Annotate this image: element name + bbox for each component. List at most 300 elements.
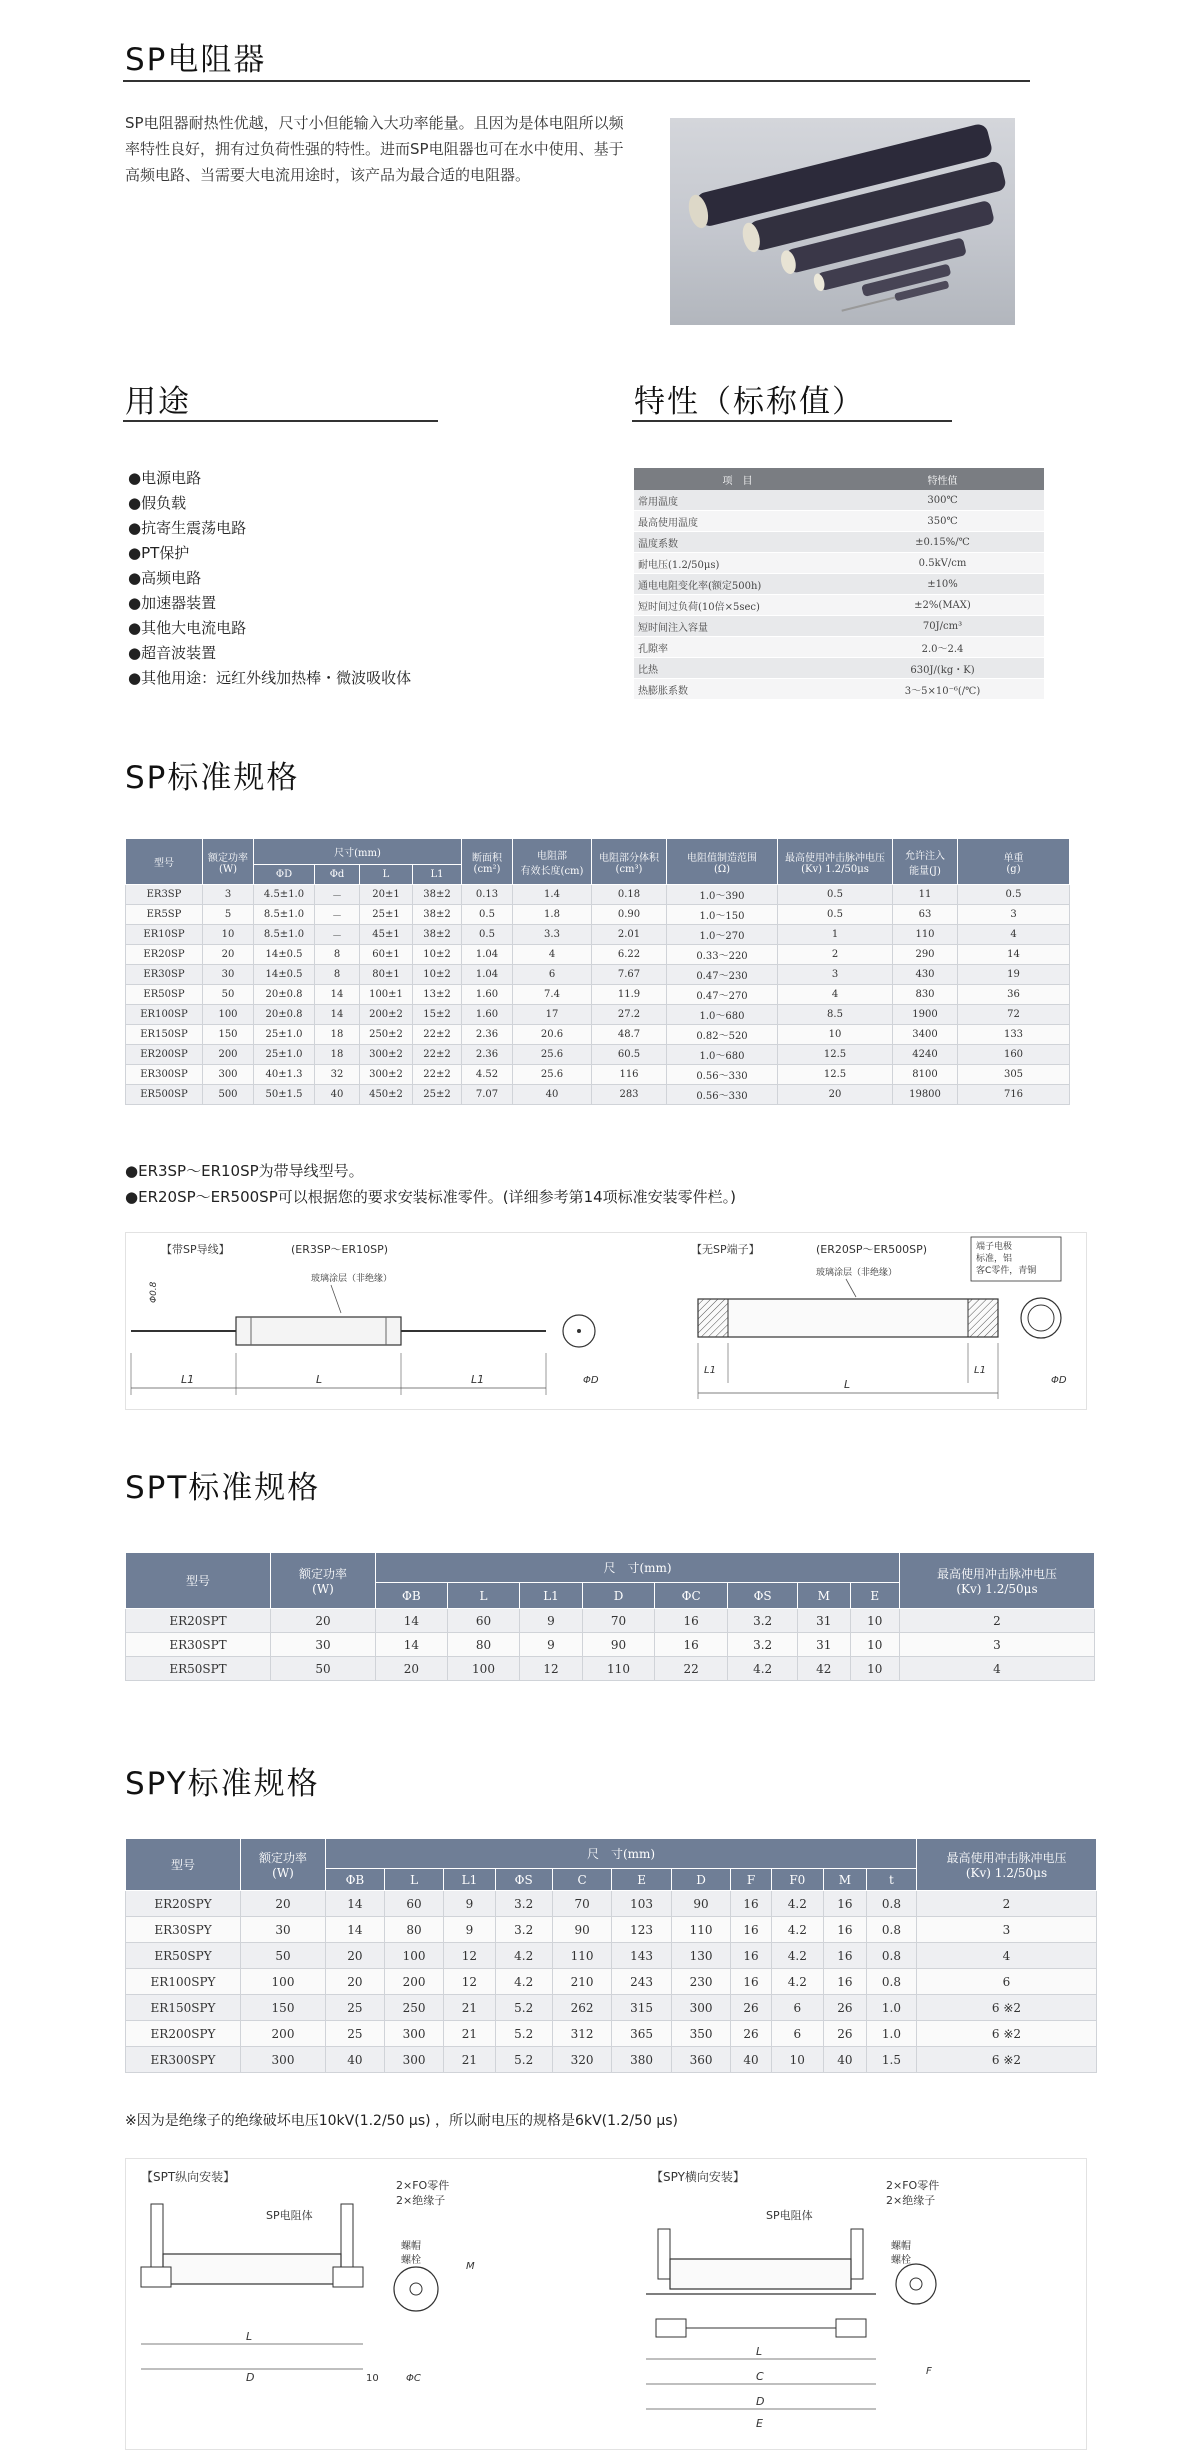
table-row — [634, 595, 1044, 616]
table-cell: 20.6 — [513, 1025, 592, 1045]
dim-phiC-label: ΦC — [406, 2373, 421, 2384]
table-cell: 21 — [444, 2047, 495, 2073]
sp-intro: SP电阻器耐热性优越，尺寸小但能输入大功率能量。且因为是体电阻所以频率特性良好，拥有过负荷性强的特性。进而SP电阻器也可在水中使用、基于高频电路、当需要大电流用途时，该产品为最合适的电阻器。 — [125, 114, 624, 184]
table-cell: 0.47～230 — [667, 965, 778, 985]
list-item: ●其他大电流电路 — [128, 619, 247, 637]
table-row — [634, 658, 1044, 679]
table-cell: ER30SPT — [126, 1633, 271, 1657]
mounting-diagram-svg — [126, 2159, 1086, 2449]
col-dim: t — [866, 1869, 916, 1891]
table-cell: 3 — [203, 885, 254, 905]
table-cell: 5.2 — [495, 2021, 552, 2047]
table-cell: ER5SP — [126, 905, 203, 925]
table-cell: 40 — [326, 2047, 385, 2073]
table-row — [126, 885, 1070, 905]
table-cell: 22±2 — [413, 1045, 462, 1065]
dim-L1-label: L1 — [704, 1365, 716, 1376]
table-cell: 14 — [315, 1005, 360, 1025]
table-cell: 1.8 — [513, 905, 592, 925]
table-cell: 50 — [241, 1943, 326, 1969]
table-cell: 3.2 — [495, 1917, 552, 1943]
table-cell: 20 — [778, 1085, 893, 1105]
list-item: ●电源电路 — [128, 469, 202, 487]
table-cell: ER50SPT — [126, 1657, 271, 1681]
property-value: ±0.15%/℃ — [841, 532, 1044, 553]
table-cell: 3 — [900, 1633, 1095, 1657]
table-row — [634, 679, 1044, 700]
table-cell: 0.56～330 — [667, 1085, 778, 1105]
col-dims: 尺寸(mm) — [254, 839, 462, 865]
table-cell: 4 — [778, 985, 893, 1005]
table-cell: 12.5 — [778, 1045, 893, 1065]
table-cell: 25 — [326, 1995, 385, 2021]
label-nut: 螺帽 — [401, 2241, 421, 2252]
label-bolt: 螺栓 — [891, 2255, 911, 2266]
sp-spec-title: SP标准规格 — [125, 760, 300, 796]
table-row — [126, 1917, 1097, 1943]
table-cell: 63 — [893, 905, 958, 925]
table-cell: 8.5 — [778, 1005, 893, 1025]
label-sp-body: SP电阻体 — [266, 2209, 313, 2222]
table-cell: 50 — [271, 1657, 376, 1681]
table-cell: 16 — [823, 1969, 866, 1995]
table-cell: 0.13 — [462, 885, 513, 905]
table-cell: ER100SP — [126, 1005, 203, 1025]
table-cell: 5.2 — [495, 1995, 552, 2021]
table-cell: 16 — [823, 1891, 866, 1917]
table-cell: 116 — [592, 1065, 667, 1085]
table-cell: 0.5 — [462, 925, 513, 945]
table-row — [126, 965, 1070, 985]
table-cell: 20 — [203, 945, 254, 965]
table-cell: 6 — [917, 1969, 1097, 1995]
col-dim: L — [384, 1869, 443, 1891]
table-cell: 6 ※2 — [917, 1995, 1097, 2021]
table-cell: 130 — [671, 1943, 730, 1969]
table-cell: 500 — [203, 1085, 254, 1105]
table-cell: 830 — [893, 985, 958, 1005]
table-cell: 16 — [731, 1891, 771, 1917]
table-cell: 72 — [958, 1005, 1070, 1025]
property-value: 0.5kV/cm — [841, 553, 1044, 574]
table-cell: 26 — [823, 2021, 866, 2047]
col-phiD: ΦD — [254, 865, 315, 885]
table-cell: 20 — [326, 1943, 385, 1969]
table-cell: 26 — [731, 1995, 771, 2021]
table-cell: ER50SPY — [126, 1943, 241, 1969]
col-maxv: 最高使用冲击脉冲电压 (Kv) 1.2/50μs — [917, 1839, 1097, 1891]
props-header: 项 目 — [634, 468, 841, 490]
table-cell: 90 — [671, 1891, 730, 1917]
col-dim: L1 — [520, 1583, 583, 1609]
table-cell: 150 — [241, 1995, 326, 2021]
table-cell: 3.2 — [495, 1891, 552, 1917]
col-len: 电阻部 有效长度(cm) — [513, 839, 592, 885]
col-dims: 尺 寸(mm) — [326, 1839, 917, 1869]
table-cell: ER30SP — [126, 965, 203, 985]
table-cell: 4.2 — [771, 1943, 823, 1969]
table-cell: 10 — [850, 1657, 899, 1681]
table-cell: 20 — [326, 1969, 385, 1995]
table-cell: 12 — [520, 1657, 583, 1681]
table-cell: 20 — [376, 1657, 448, 1681]
product-photo — [670, 118, 1015, 325]
table-cell: 18 — [315, 1025, 360, 1045]
table-cell: 19 — [958, 965, 1070, 985]
table-cell: 0.5 — [462, 905, 513, 925]
table-cell: 1.0～680 — [667, 1005, 778, 1025]
table-cell: 80 — [384, 1917, 443, 1943]
property-value: ±10% — [841, 574, 1044, 595]
dim-M-label: M — [466, 2261, 475, 2272]
table-cell: 15±2 — [413, 1005, 462, 1025]
table-cell: 8 — [315, 965, 360, 985]
table-row — [126, 1045, 1070, 1065]
table-cell: 60.5 — [592, 1045, 667, 1065]
table-cell: 4.2 — [728, 1657, 798, 1681]
table-row — [126, 1633, 1095, 1657]
table-cell: 8 — [315, 945, 360, 965]
table-cell: 14 — [376, 1609, 448, 1633]
col-power: 额定功率 (W) — [241, 1839, 326, 1891]
table-cell: 22±2 — [413, 1065, 462, 1085]
property-name: 热膨胀系数 — [634, 679, 841, 700]
table-cell: 10 — [850, 1633, 899, 1657]
sp-note-1: ●ER3SP～ER10SP为带导线型号。 — [125, 1162, 364, 1180]
table-cell: 10 — [771, 2047, 823, 2073]
property-name: 比热 — [634, 658, 841, 679]
table-cell: ER20SPT — [126, 1609, 271, 1633]
table-cell: 450±2 — [360, 1085, 413, 1105]
diagram-right-range: (ER20SP～ER500SP) — [816, 1243, 927, 1256]
table-cell: 20±0.8 — [254, 1005, 315, 1025]
table-cell: 300±2 — [360, 1045, 413, 1065]
label-fo-part: 2×FO零件 — [396, 2179, 450, 2192]
col-dim: ΦC — [655, 1583, 728, 1609]
dim-phiD-label: ΦD — [583, 1375, 599, 1386]
table-cell: 4 — [900, 1657, 1095, 1681]
table-cell: 0.8 — [866, 1891, 916, 1917]
table-row — [634, 616, 1044, 637]
table-cell: 100 — [384, 1943, 443, 1969]
table-cell: 1.0～150 — [667, 905, 778, 925]
props-title: 特性（标称值） — [634, 384, 865, 420]
list-item: ●超音波装置 — [128, 644, 217, 662]
col-dim: M — [823, 1869, 866, 1891]
table-cell: 0.90 — [592, 905, 667, 925]
table-cell: 10±2 — [413, 965, 462, 985]
table-cell: 90 — [552, 1917, 611, 1943]
sp-title-rule — [123, 80, 1030, 82]
dim-phid-label: Φ0.8 — [149, 1281, 159, 1303]
col-L1: L1 — [413, 865, 462, 885]
table-cell: 305 — [958, 1065, 1070, 1085]
table-cell: 16 — [655, 1609, 728, 1633]
table-cell: 8.5±1.0 — [254, 925, 315, 945]
table-cell: 3400 — [893, 1025, 958, 1045]
table-row — [126, 1657, 1095, 1681]
table-cell: 0.5 — [958, 885, 1070, 905]
table-cell: 210 — [552, 1969, 611, 1995]
table-cell: 11.9 — [592, 985, 667, 1005]
table-cell: 0.8 — [866, 1969, 916, 1995]
table-cell: 1.0～390 — [667, 885, 778, 905]
property-name: 常用温度 — [634, 490, 841, 511]
table-row — [126, 1025, 1070, 1045]
col-range: 电阻值制造范围 (Ω) — [667, 839, 778, 885]
table-cell: ER200SP — [126, 1045, 203, 1065]
col-model: 型号 — [126, 1553, 271, 1609]
table-cell: 110 — [552, 1943, 611, 1969]
table-cell: 31 — [798, 1609, 850, 1633]
table-cell: 20 — [241, 1891, 326, 1917]
table-cell: 1.5 — [866, 2047, 916, 2073]
table-cell: 300 — [203, 1065, 254, 1085]
table-cell: 10 — [778, 1025, 893, 1045]
col-dim: D — [582, 1583, 655, 1609]
table-row — [126, 985, 1070, 1005]
table-row — [634, 574, 1044, 595]
table-cell: 230 — [671, 1969, 730, 1995]
table-cell: － — [315, 925, 360, 945]
dim-C-label: C — [756, 2370, 764, 2383]
table-cell: 1.60 — [462, 1005, 513, 1025]
list-item: ●假负载 — [128, 494, 187, 512]
col-dim: F — [731, 1869, 771, 1891]
table-cell: 80±1 — [360, 965, 413, 985]
diagram-right-tag: 【无SP端子】 — [691, 1243, 760, 1256]
table-cell: 2 — [778, 945, 893, 965]
table-cell: ER150SPY — [126, 1995, 241, 2021]
table-cell: 7.4 — [513, 985, 592, 1005]
table-cell: 14 — [376, 1633, 448, 1657]
table-cell: 315 — [612, 1995, 671, 2021]
table-cell: 200±2 — [360, 1005, 413, 1025]
dim-D-label: D — [246, 2371, 255, 2384]
table-cell: 3.2 — [728, 1633, 798, 1657]
table-cell: ER20SP — [126, 945, 203, 965]
table-cell: 45±1 — [360, 925, 413, 945]
dim-L-label: L — [844, 1378, 851, 1391]
table-cell: ER3SP — [126, 885, 203, 905]
table-row — [634, 511, 1044, 532]
table-cell: 20±1 — [360, 885, 413, 905]
table-cell: 716 — [958, 1085, 1070, 1105]
table-cell: 0.8 — [866, 1917, 916, 1943]
label-insulator: 2×绝缘子 — [886, 2194, 936, 2207]
table-cell: 9 — [520, 1609, 583, 1633]
uses-title: 用途 — [125, 384, 191, 420]
dim-L1-label: L1 — [181, 1373, 195, 1386]
table-cell: 3.2 — [728, 1609, 798, 1633]
table-cell: 0.5 — [778, 905, 893, 925]
table-cell: 7.07 — [462, 1085, 513, 1105]
table-cell: 14±0.5 — [254, 945, 315, 965]
table-cell: 27.2 — [592, 1005, 667, 1025]
uses-title-rule — [123, 420, 438, 422]
table-cell: 26 — [731, 2021, 771, 2047]
table-row — [126, 1085, 1070, 1105]
table-cell: 3 — [958, 905, 1070, 925]
table-cell: 12 — [444, 1969, 495, 1995]
table-cell: 2.01 — [592, 925, 667, 945]
table-cell: 17 — [513, 1005, 592, 1025]
label-insulator: 2×绝缘子 — [396, 2194, 446, 2207]
table-cell: 360 — [671, 2047, 730, 2073]
table-cell: 200 — [384, 1969, 443, 1995]
col-L: L — [360, 865, 413, 885]
dim-L1-label: L1 — [974, 1365, 986, 1376]
table-cell: 25±1 — [360, 905, 413, 925]
col-dim: L1 — [444, 1869, 495, 1891]
table-cell: 14 — [315, 985, 360, 1005]
table-cell: 110 — [893, 925, 958, 945]
table-cell: 1.4 — [513, 885, 592, 905]
table-cell: 14±0.5 — [254, 965, 315, 985]
spy-note: ※因为是绝缘子的绝缘破坏电压10kV(1.2/50 μs) ，所以耐电压的规格是6kV(1.2/50 μs) — [125, 2113, 679, 2129]
diagram-right-coat: 玻璃涂层（非绝缘） — [816, 1268, 898, 1278]
table-cell: 4 — [513, 945, 592, 965]
sp-note-2: ●ER20SP～ER500SP可以根据您的要求安装标准零件。(详细参考第14项标准安装零件栏。) — [125, 1188, 737, 1206]
spt-spy-mounting-diagram — [125, 2158, 1087, 2450]
col-dim: E — [612, 1869, 671, 1891]
table-cell: 350 — [671, 2021, 730, 2047]
table-cell: 380 — [612, 2047, 671, 2073]
table-row — [126, 905, 1070, 925]
col-dim: ΦS — [728, 1583, 798, 1609]
label-bolt: 螺栓 — [401, 2255, 421, 2266]
list-item: ●高频电路 — [128, 569, 202, 587]
props-title-rule — [632, 420, 952, 422]
table-cell: 103 — [612, 1891, 671, 1917]
col-dim: L — [447, 1583, 520, 1609]
dim-L-label: L — [316, 1373, 323, 1386]
dim-phiD-label: ΦD — [1051, 1375, 1067, 1386]
table-cell: 160 — [958, 1045, 1070, 1065]
table-row — [126, 1969, 1097, 1995]
table-cell: 30 — [203, 965, 254, 985]
table-cell: 300 — [671, 1995, 730, 2021]
table-cell: 36 — [958, 985, 1070, 1005]
table-cell: 11 — [893, 885, 958, 905]
table-cell: 250 — [384, 1995, 443, 2021]
table-cell: 6.22 — [592, 945, 667, 965]
table-cell: 1 — [778, 925, 893, 945]
table-cell: ER100SPY — [126, 1969, 241, 1995]
diagram-terminal-note: 端子电极标准，铝客C零件，青铜 — [976, 1242, 1037, 1276]
table-cell: ER150SP — [126, 1025, 203, 1045]
col-area: 断面积 (cm²) — [462, 839, 513, 885]
sp-diagram-svg — [126, 1233, 1086, 1409]
table-cell: 60 — [447, 1609, 520, 1633]
dim-D-label: D — [756, 2395, 765, 2408]
table-cell: 7.67 — [592, 965, 667, 985]
property-name: 通电电阻变化率(额定500h) — [634, 574, 841, 595]
diagram-left-range: (ER3SP～ER10SP) — [291, 1243, 388, 1256]
table-cell: 4.2 — [771, 1917, 823, 1943]
table-cell: 16 — [655, 1633, 728, 1657]
uses-list — [128, 466, 411, 691]
dim-F-label: F — [926, 2366, 932, 2377]
table-cell: 2.36 — [462, 1025, 513, 1045]
table-cell: 8.5±1.0 — [254, 905, 315, 925]
table-cell: 14 — [326, 1891, 385, 1917]
table-cell: ER300SP — [126, 1065, 203, 1085]
table-cell: 3 — [778, 965, 893, 985]
table-cell: 200 — [241, 2021, 326, 2047]
list-item: ●PT保护 — [128, 544, 190, 562]
table-cell: 25±1.0 — [254, 1025, 315, 1045]
property-value: 630J/(kg・K) — [841, 658, 1044, 679]
table-cell: 4 — [917, 1943, 1097, 1969]
dim-10-label: 10 — [366, 2373, 379, 2384]
table-cell: ER30SPY — [126, 1917, 241, 1943]
col-dim: ΦS — [495, 1869, 552, 1891]
table-cell: 1.0 — [866, 1995, 916, 2021]
table-cell: 10±2 — [413, 945, 462, 965]
table-cell: 70 — [552, 1891, 611, 1917]
property-value: 300℃ — [841, 490, 1044, 511]
table-cell: 9 — [520, 1633, 583, 1657]
table-cell: 1.04 — [462, 945, 513, 965]
table-cell: 40 — [731, 2047, 771, 2073]
table-cell: 22 — [655, 1657, 728, 1681]
dim-L-label: L — [246, 2330, 253, 2343]
table-cell: 50±1.5 — [254, 1085, 315, 1105]
table-row — [126, 1065, 1070, 1085]
sp-dimension-diagram — [125, 1232, 1087, 1410]
col-maxv: 最高使用冲击脉冲电压 (Kv) 1.2/50μs — [900, 1553, 1095, 1609]
table-cell: 20 — [271, 1609, 376, 1633]
table-cell: 143 — [612, 1943, 671, 1969]
table-cell: 150 — [203, 1025, 254, 1045]
props-header: 特性值 — [841, 468, 1044, 490]
table-cell: 25 — [326, 2021, 385, 2047]
label-sp-body: SP电阻体 — [766, 2209, 813, 2222]
table-cell: 6 ※2 — [917, 2021, 1097, 2047]
col-power: 额定功率 (W) — [271, 1553, 376, 1609]
table-cell: 10 — [203, 925, 254, 945]
table-cell: 21 — [444, 1995, 495, 2021]
sp-spec-table — [125, 838, 1070, 1105]
table-cell: 0.5 — [778, 885, 893, 905]
table-row — [126, 1609, 1095, 1633]
table-cell: 18 — [315, 1045, 360, 1065]
table-cell: 200 — [203, 1045, 254, 1065]
table-cell: 4240 — [893, 1045, 958, 1065]
col-dim: F0 — [771, 1869, 823, 1891]
table-cell: 6 — [771, 1995, 823, 2021]
property-name: 孔隙率 — [634, 637, 841, 658]
table-cell: 30 — [241, 1917, 326, 1943]
table-cell: 4 — [958, 925, 1070, 945]
table-cell: 14 — [326, 1917, 385, 1943]
diagram-left-tag: 【带SP导线】 — [161, 1243, 230, 1256]
diagram-right-tag: 【SPY横向安装】 — [651, 2170, 745, 2184]
table-cell: 6 ※2 — [917, 2047, 1097, 2073]
table-row — [126, 2021, 1097, 2047]
table-cell: 40 — [823, 2047, 866, 2073]
table-cell: 123 — [612, 1917, 671, 1943]
table-cell: 1.0 — [866, 2021, 916, 2047]
table-cell: 100 — [241, 1969, 326, 1995]
table-cell: 16 — [823, 1943, 866, 1969]
table-cell: 290 — [893, 945, 958, 965]
table-row — [126, 1995, 1097, 2021]
table-cell: 4.2 — [771, 1891, 823, 1917]
table-cell: 38±2 — [413, 905, 462, 925]
table-cell: 22±2 — [413, 1025, 462, 1045]
